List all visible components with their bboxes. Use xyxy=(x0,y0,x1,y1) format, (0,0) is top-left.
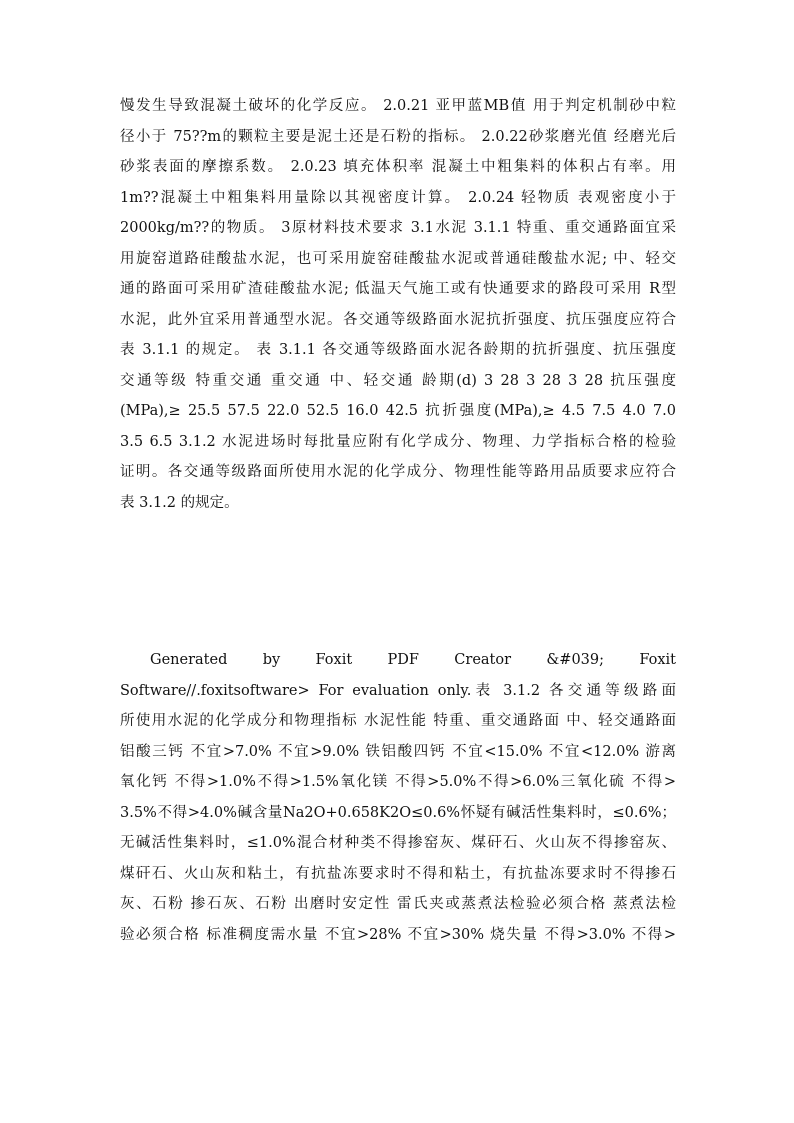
text-line: 3.5%不得>4.0%碱含量Na2O+0.658K2O≤0.6%怀疑有碱活性集料时，≤0.6%； xyxy=(120,804,676,821)
text-line: 煤矸石、火山灰和粘土，有抗盐冻要求时不得和粘土，有抗盐冻要求时不得掺石 xyxy=(120,865,676,882)
paragraph-cement-table-text xyxy=(120,645,676,950)
text-line: 1m??混凝土中粗集料用量除以其视密度计算。 2.0.24 轻物质 表观密度小于 xyxy=(120,189,676,206)
text-line: 灰、石粉 掺石灰、石粉 出磨时安定性 雷氏夹或蒸煮法检验必须合格 蒸煮法检 xyxy=(120,896,676,912)
text-line: 慢发生导致混凝土破坏的化学反应。 2.0.21 亚甲蓝MB值 用于判定机制砂中粒 xyxy=(120,98,676,114)
text-line: 径小于 75??m的颗粒主要是泥土还是石粉的指标。 2.0.22砂浆磨光值 经磨光后 xyxy=(120,128,676,145)
text-line: Generated by Foxit PDF Creator &#039; Foxit xyxy=(150,652,676,668)
text-line: 表 3.1.1 的规定。 表 3.1.1 各交通等级路面水泥各龄期的抗折强度、抗压强度 xyxy=(120,342,676,358)
text-line: 用旋窑道路硅酸盐水泥，也可采用旋窑硅酸盐水泥或普通硅酸盐水泥; 中、轻交 xyxy=(120,250,676,267)
text-line: Software//.foxitsoftware> For evaluation only.表 3.1.2 各交通等级路面 xyxy=(120,682,676,699)
paragraph-cement-requirements xyxy=(120,91,676,518)
text-line: 砂浆表面的摩擦系数。 2.0.23 填充体积率 混凝土中粗集料的体积占有率。用 xyxy=(120,159,676,175)
text-line: 2000kg/m??的物质。 3原材料技术要求 3.1水泥 3.1.1 特重、重交通路面宜采 xyxy=(120,220,676,236)
text-line: 无碱活性集料时，≤1.0%混合材种类不得掺窑灰、煤矸石、火山灰不得掺窑灰、 xyxy=(120,835,676,851)
text-line: 3.5 6.5 3.1.2 水泥进场时每批量应附有化学成分、物理、力学指标合格的检验 xyxy=(120,433,676,450)
text-line: 通的路面可采用矿渣硅酸盐水泥; 低温天气施工或有快通要求的路段可采用 R型 xyxy=(120,281,676,297)
text-line: 表 3.1.2 的规定。 xyxy=(120,494,239,511)
text-line: 交通等级 特重交通 重交通 中、轻交通 龄期(d) 3 28 3 28 3 28 抗压强度 xyxy=(120,372,676,389)
text-line: 铝酸三钙 不宜>7.0% 不宜>9.0% 铁铝酸四钙 不宜<15.0% 不宜<12.0% 游离 xyxy=(120,743,676,760)
text-line: 氧化钙 不得>1.0%不得>1.5%氧化镁 不得>5.0%不得>6.0%三氧化硫 不得> xyxy=(120,774,676,790)
text-line: 验必须合格 标准稠度需水量 不宜>28% 不宜>30% 烧失量 不得>3.0% 不得> xyxy=(120,926,676,943)
text-line: (MPa),≥ 25.5 57.5 22.0 52.5 16.0 42.5 抗折强度(MPa),≥ 4.5 7.5 4.0 7.0 xyxy=(120,403,676,419)
text-line: 证明。各交通等级路面所使用水泥的化学成分、物理性能等路用品质要求应符合 xyxy=(120,464,676,480)
text-line: 所使用水泥的化学成分和物理指标 水泥性能 特重、重交通路面 中、轻交通路面 xyxy=(120,713,676,729)
text-line: 水泥，此外宜采用普通型水泥。各交通等级路面水泥抗折强度、抗压强度应符合 xyxy=(120,311,676,328)
